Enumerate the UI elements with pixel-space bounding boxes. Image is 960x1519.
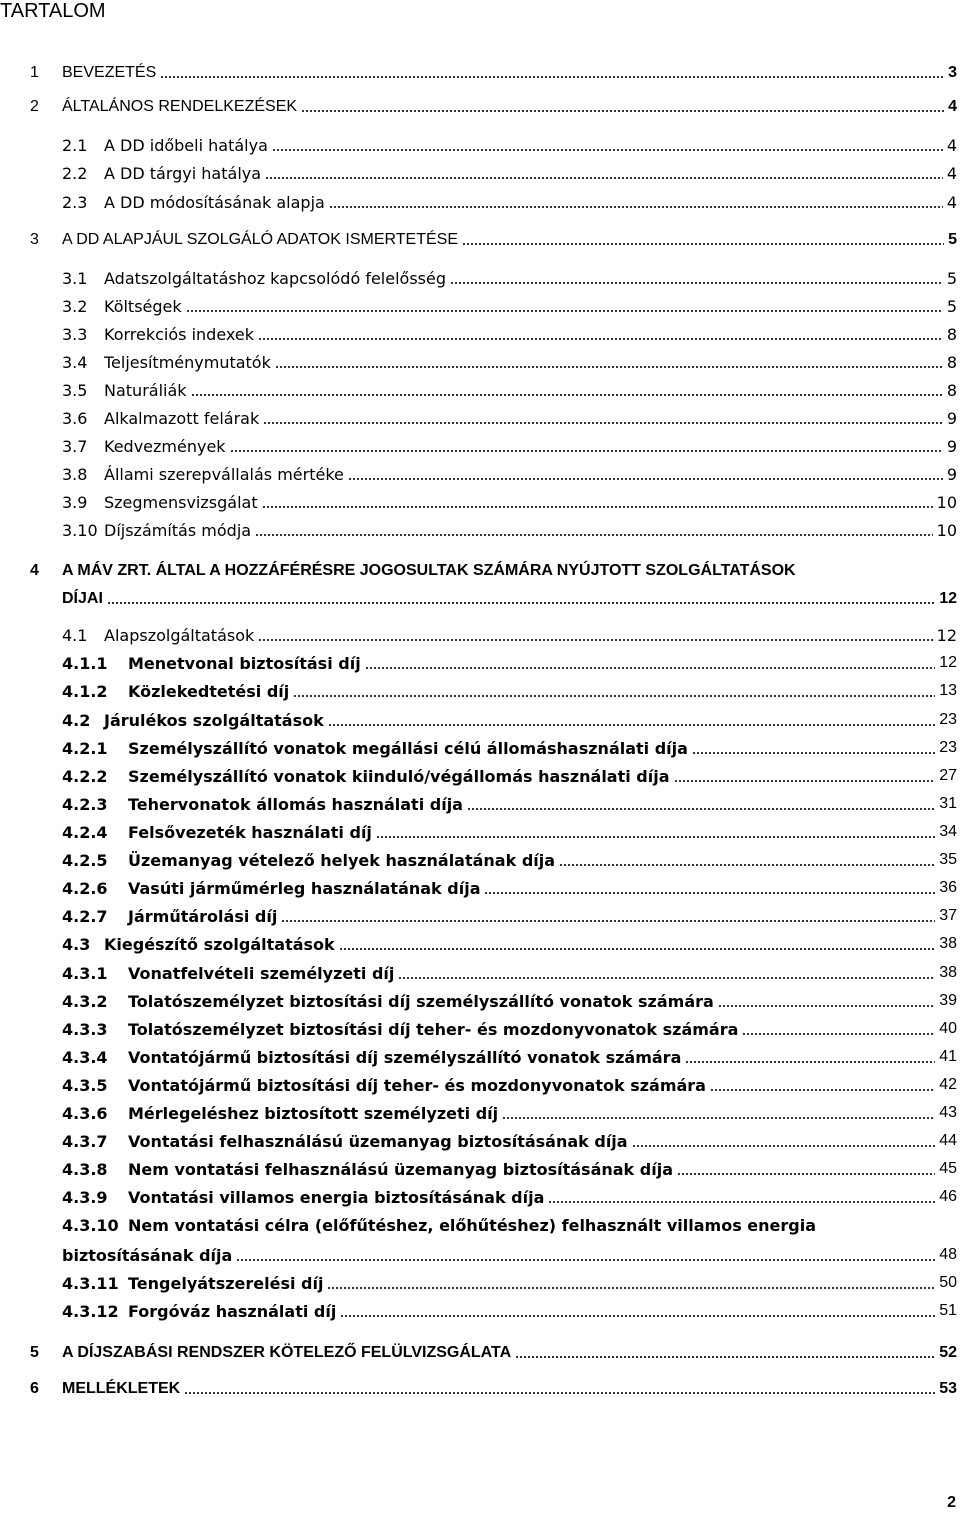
toc-entry-title: Vasúti járműmérleg használatának díja [128,879,481,898]
toc-entry-number: 3.1 [62,269,88,288]
toc-entry-page: 43 [939,1104,957,1121]
toc-entry-page: 13 [939,682,957,699]
toc-entry-title: A DÍJSZABÁSI RENDSZER KÖTELEZŐ FELÜLVIZSGÁLATA [62,1344,512,1361]
dot-leader [191,394,943,396]
toc-entry-title: MELLÉKLETEK [62,1380,181,1397]
toc-entry-2-1[interactable] [0,136,960,164]
toc-entry-page: 23 [939,711,957,728]
toc-entry-4-3-12[interactable] [0,1302,960,1330]
dot-leader [742,1033,935,1035]
toc-entry-4-3-2[interactable] [0,992,960,1020]
toc-entry-title: A DD módosításának alapja [104,193,325,212]
toc-entry-number: 4.2.1 [62,739,108,758]
dot-leader [328,724,935,726]
toc-entry-number: 2.3 [62,193,88,212]
toc-entry-title: Vonatfelvételi személyzeti díj [128,964,395,983]
toc-entry-4-2-1[interactable] [0,739,960,767]
toc-entry-page: 44 [939,1132,957,1149]
toc-entry-number: 4.3.9 [62,1188,108,1207]
toc-entry-4-2-5[interactable] [0,851,960,879]
page-title: TARTALOM [0,0,106,22]
toc-entry-number: 3.2 [62,297,88,316]
dot-leader [263,422,943,424]
dot-leader [450,282,943,284]
toc-entry-page: 48 [939,1246,957,1263]
dot-leader [301,110,944,112]
toc-entry-page: 41 [939,1048,957,1065]
dot-leader [339,948,935,950]
toc-entry-4-3-1[interactable] [0,964,960,992]
toc-entry-3-4[interactable] [0,353,960,381]
toc-entry-page: 12 [936,626,957,645]
toc-entry-number: 3.10 [62,521,98,540]
dot-leader [710,1089,935,1091]
dot-leader [677,1173,935,1175]
toc-entry-page: 10 [936,521,957,540]
toc-entry-number: 4.3.5 [62,1076,108,1095]
toc-entry-page: 8 [946,325,957,344]
toc-entry-title: Nem vontatási felhasználású üzemanyag biztosításának díja [128,1160,673,1179]
toc-entry-title-cont: biztosításának díja [62,1246,233,1265]
toc-entry-4-2-7[interactable] [0,907,960,935]
toc-entry-title: Járműtárolási díj [128,907,278,926]
toc-entry-number: 3.9 [62,493,88,512]
toc-entry-title: Költségek [104,297,182,316]
toc-entry-number: 2.1 [62,136,88,155]
toc-entry-title: A MÁV ZRT. ÁLTAL A HOZZÁFÉRÉSRE JOGOSULTAK SZÁMÁRA NYÚJTOTT SZOLGÁLTATÁSOK [62,562,796,579]
toc-entry-4-3-11[interactable] [0,1274,960,1302]
toc-entry-number: 4.2.3 [62,795,108,814]
dot-leader [376,836,935,838]
toc-entry-4-1-2[interactable] [0,682,960,710]
toc-entry-3-10[interactable] [0,521,960,549]
dot-leader [348,478,943,480]
toc-entry-title: Forgóváz használati díj [128,1302,337,1321]
toc-entry-number: 4.2 [62,711,91,730]
dot-leader [329,206,943,208]
toc-entry-2[interactable] [0,98,960,126]
dot-leader [484,892,935,894]
toc-entry-title: ÁLTALÁNOS RENDELKEZÉSEK [62,98,298,115]
toc-entry-page: 37 [939,907,957,924]
dot-leader [685,1061,935,1063]
toc-entry-page: 5 [948,231,957,248]
toc-entry-page: 23 [939,739,957,756]
toc-entry-number: 4.1.1 [62,654,108,673]
toc-entry-number: 3.8 [62,465,88,484]
toc-entry-title: Teljesítménymutatók [104,353,271,372]
toc-entry-page: 27 [939,767,957,784]
toc-entry-number: 6 [30,1380,39,1397]
toc-entry-page: 51 [939,1302,957,1319]
toc-entry-title: Személyszállító vonatok megállási célú állomáshasználati díja [128,739,688,758]
toc-entry-4-2-4[interactable] [0,823,960,851]
toc-entry-title: Vontatási felhasználású üzemanyag biztosításának díja [128,1132,628,1151]
toc-entry-title: BEVEZETÉS [62,64,157,81]
toc-entry-number: 3.6 [62,409,88,428]
toc-entry-title: Vontatójármű biztosítási díj teher- és mozdonyvonatok számára [128,1076,706,1095]
toc-entry-number: 4.3.10 [62,1216,119,1235]
toc-entry-number: 4.2.4 [62,823,108,842]
toc-entry-title: Személyszállító vonatok kiinduló/végállomás használati díja [128,767,670,786]
toc-entry-number: 4.3.11 [62,1274,119,1293]
toc-entry-4[interactable] [0,562,960,590]
toc-entry-title: Üzemanyag vételező helyek használatának díja [128,851,556,870]
toc-entry-page: 35 [939,851,957,868]
toc-entry-number: 4.3.8 [62,1160,108,1179]
toc-entry-page: 46 [939,1188,957,1205]
toc-entry-4-3-6[interactable] [0,1104,960,1132]
toc-entry-title: Tengelyátszerelési díj [128,1274,324,1293]
dot-leader [262,506,933,508]
toc-entry-4-3-3[interactable] [0,1020,960,1048]
dot-leader [467,808,935,810]
toc-entry-1[interactable] [0,64,960,92]
toc-entry-3-5[interactable] [0,381,960,409]
toc-entry-title: Nem vontatási célra (előfűtéshez, előhűtéshez) felhasznált villamos energia [128,1216,816,1235]
toc-entry-title: Adatszolgáltatáshoz kapcsolódó felelősség [104,269,446,288]
dot-leader [186,310,943,312]
toc-entry-page: 38 [939,964,957,981]
toc-entry-number: 5 [30,1344,39,1361]
toc-entry-6[interactable] [0,1380,960,1408]
toc-entry-4-2-2[interactable] [0,767,960,795]
toc-entry-page: 5 [946,297,957,316]
dot-leader [398,977,935,979]
dot-leader [327,1287,935,1289]
toc-entry-title: Alkalmazott felárak [104,409,260,428]
dot-leader [674,780,935,782]
toc-entry-title-continuation[interactable] [0,1246,960,1274]
dot-leader [272,149,943,151]
toc-entry-number: 4.3.1 [62,964,108,983]
toc-entry-page: 4 [948,98,957,115]
toc-entry-number: 4.3.7 [62,1132,108,1151]
toc-entry-page: 34 [939,823,957,840]
toc-entry-page: 3 [948,64,957,81]
toc-entry-number: 4.1.2 [62,682,108,701]
toc-entry-number: 3.4 [62,353,88,372]
toc-entry-title: Tolatószemélyzet biztosítási díj személyszállító vonatok számára [128,992,714,1011]
toc-entry-title: Alapszolgáltatások [104,626,255,645]
toc-entry-title: Kedvezmények [104,437,226,456]
dot-leader [258,338,943,340]
toc-entry-title: Vontatási villamos energia biztosításának díja [128,1188,545,1207]
dot-leader [236,1259,935,1261]
toc-entry-number: 4.2.7 [62,907,108,926]
toc-entry-number: 4.3.2 [62,992,108,1011]
dot-leader [502,1117,935,1119]
toc-entry-page: 9 [946,465,957,484]
toc-entry-number: 4.3.4 [62,1048,108,1067]
toc-entry-3-3[interactable] [0,325,960,353]
toc-entry-page: 31 [939,795,957,812]
toc-entry-page: 40 [939,1020,957,1037]
toc-entry-4-2-3[interactable] [0,795,960,823]
toc-entry-page: 53 [939,1380,957,1397]
toc-entry-title: Mérlegeléshez biztosított személyzeti díj [128,1104,499,1123]
toc-entry-title: A DD ALAPJÁUL SZOLGÁLÓ ADATOK ISMERTETÉSE [62,231,458,248]
toc-entry-page: 8 [946,353,957,372]
toc-entry-title: Menetvonal biztosítási díj [128,654,361,673]
toc-entry-number: 4.2.6 [62,879,108,898]
toc-entry-3-2[interactable] [0,297,960,325]
toc-entry-4-1[interactable] [0,626,960,654]
dot-leader [548,1201,935,1203]
dot-leader [462,243,944,245]
toc-entry-page: 4 [946,136,957,155]
dot-leader [255,534,933,536]
toc-entry-number: 2 [30,98,39,115]
toc-entry-4-3-9[interactable] [0,1188,960,1216]
toc-entry-number: 4.1 [62,626,88,645]
dot-leader [265,177,943,179]
page-number: 2 [947,1494,956,1511]
toc-entry-number: 4.2.5 [62,851,108,870]
dot-leader [692,752,935,754]
toc-entry-4-3-8[interactable] [0,1160,960,1188]
toc-entry-number: 3 [30,231,39,248]
dot-leader [632,1145,935,1147]
toc-entry-3-8[interactable] [0,465,960,493]
toc-entry-page: 50 [939,1274,957,1291]
toc-entry-4-3-7[interactable] [0,1132,960,1160]
toc-entry-page: 52 [939,1344,957,1361]
toc-entry-number: 1 [30,64,39,81]
toc-entry-number: 4.2.2 [62,767,108,786]
dot-leader [258,639,933,641]
toc-entry-2-2[interactable] [0,164,960,192]
toc-entry-title-continuation[interactable] [0,590,960,618]
toc-entry-number: 3.5 [62,381,88,400]
toc-entry-number: 4.3.3 [62,1020,108,1039]
toc-entry-4-3-4[interactable] [0,1048,960,1076]
toc-entry-number: 3.3 [62,325,88,344]
toc-entry-title: Naturáliák [104,381,187,400]
toc-entry-page: 38 [939,935,957,952]
toc-entry-title: Tolatószemélyzet biztosítási díj teher- és mozdonyvonatok számára [128,1020,739,1039]
toc-entry-4-2[interactable] [0,711,960,739]
toc-entry-page: 5 [946,269,957,288]
dot-leader [275,366,943,368]
toc-entry-4-3-5[interactable] [0,1076,960,1104]
toc-entry-5[interactable] [0,1344,960,1372]
dot-leader [718,1005,935,1007]
toc-entry-page: 9 [946,409,957,428]
dot-leader [293,695,935,697]
toc-entry-4-3[interactable] [0,935,960,963]
toc-entry-4-3-10[interactable] [0,1216,960,1244]
toc-entry-page: 10 [936,493,957,512]
toc-entry-3-9[interactable] [0,493,960,521]
toc-entry-number: 4.3 [62,935,91,954]
toc-entry-number: 4 [30,562,39,579]
toc-entry-title-cont: DÍJAI [62,590,103,607]
toc-entry-page: 9 [946,437,957,456]
toc-entry-page: 39 [939,992,957,1009]
toc-entry-3-1[interactable] [0,269,960,297]
toc-entry-title: Felsővezeték használati díj [128,823,372,842]
dot-leader [559,864,935,866]
dot-leader [184,1392,935,1394]
toc-entry-title: Korrekciós indexek [104,325,254,344]
toc-entry-page: 45 [939,1160,957,1177]
toc-entry-title: Járulékos szolgáltatások [104,711,324,730]
toc-entry-title: A DD időbeli hatálya [104,136,268,155]
toc-entry-title: Vontatójármű biztosítási díj személyszállító vonatok számára [128,1048,682,1067]
toc-entry-title: A DD tárgyi hatálya [104,164,262,183]
toc-entry-page: 4 [946,164,957,183]
toc-entry-title: Szegmensvizsgálat [104,493,258,512]
dot-leader [340,1315,935,1317]
dot-leader [281,920,935,922]
toc-entry-title: Állami szerepvállalás mértéke [104,465,344,484]
dot-leader [365,667,935,669]
toc-entry-title: Díjszámítás módja [104,521,252,540]
dot-leader [230,450,943,452]
toc-entry-2-3[interactable] [0,193,960,221]
dot-leader [160,76,944,78]
toc-entry-4-2-6[interactable] [0,879,960,907]
toc-entry-page: 4 [946,193,957,212]
toc-entry-page: 12 [939,654,957,671]
toc-entry-title: Kiegészítő szolgáltatások [104,935,335,954]
toc-entry-page: 8 [946,381,957,400]
toc-entry-number: 4.3.12 [62,1302,119,1321]
toc-entry-number: 4.3.6 [62,1104,108,1123]
dot-leader [515,1356,935,1358]
dot-leader [107,602,935,604]
toc-entry-number: 2.2 [62,164,88,183]
toc-entry-4-1-1[interactable] [0,654,960,682]
toc-entry-3[interactable] [0,231,960,259]
toc-entry-title: Tehervonatok állomás használati díja [128,795,463,814]
toc-entry-title: Közlekedtetési díj [128,682,290,701]
toc-entry-page: 36 [939,879,957,896]
toc-entry-3-6[interactable] [0,409,960,437]
toc-entry-3-7[interactable] [0,437,960,465]
toc-entry-number: 3.7 [62,437,88,456]
toc-entry-page: 42 [939,1076,957,1093]
toc-entry-page: 12 [939,590,957,607]
